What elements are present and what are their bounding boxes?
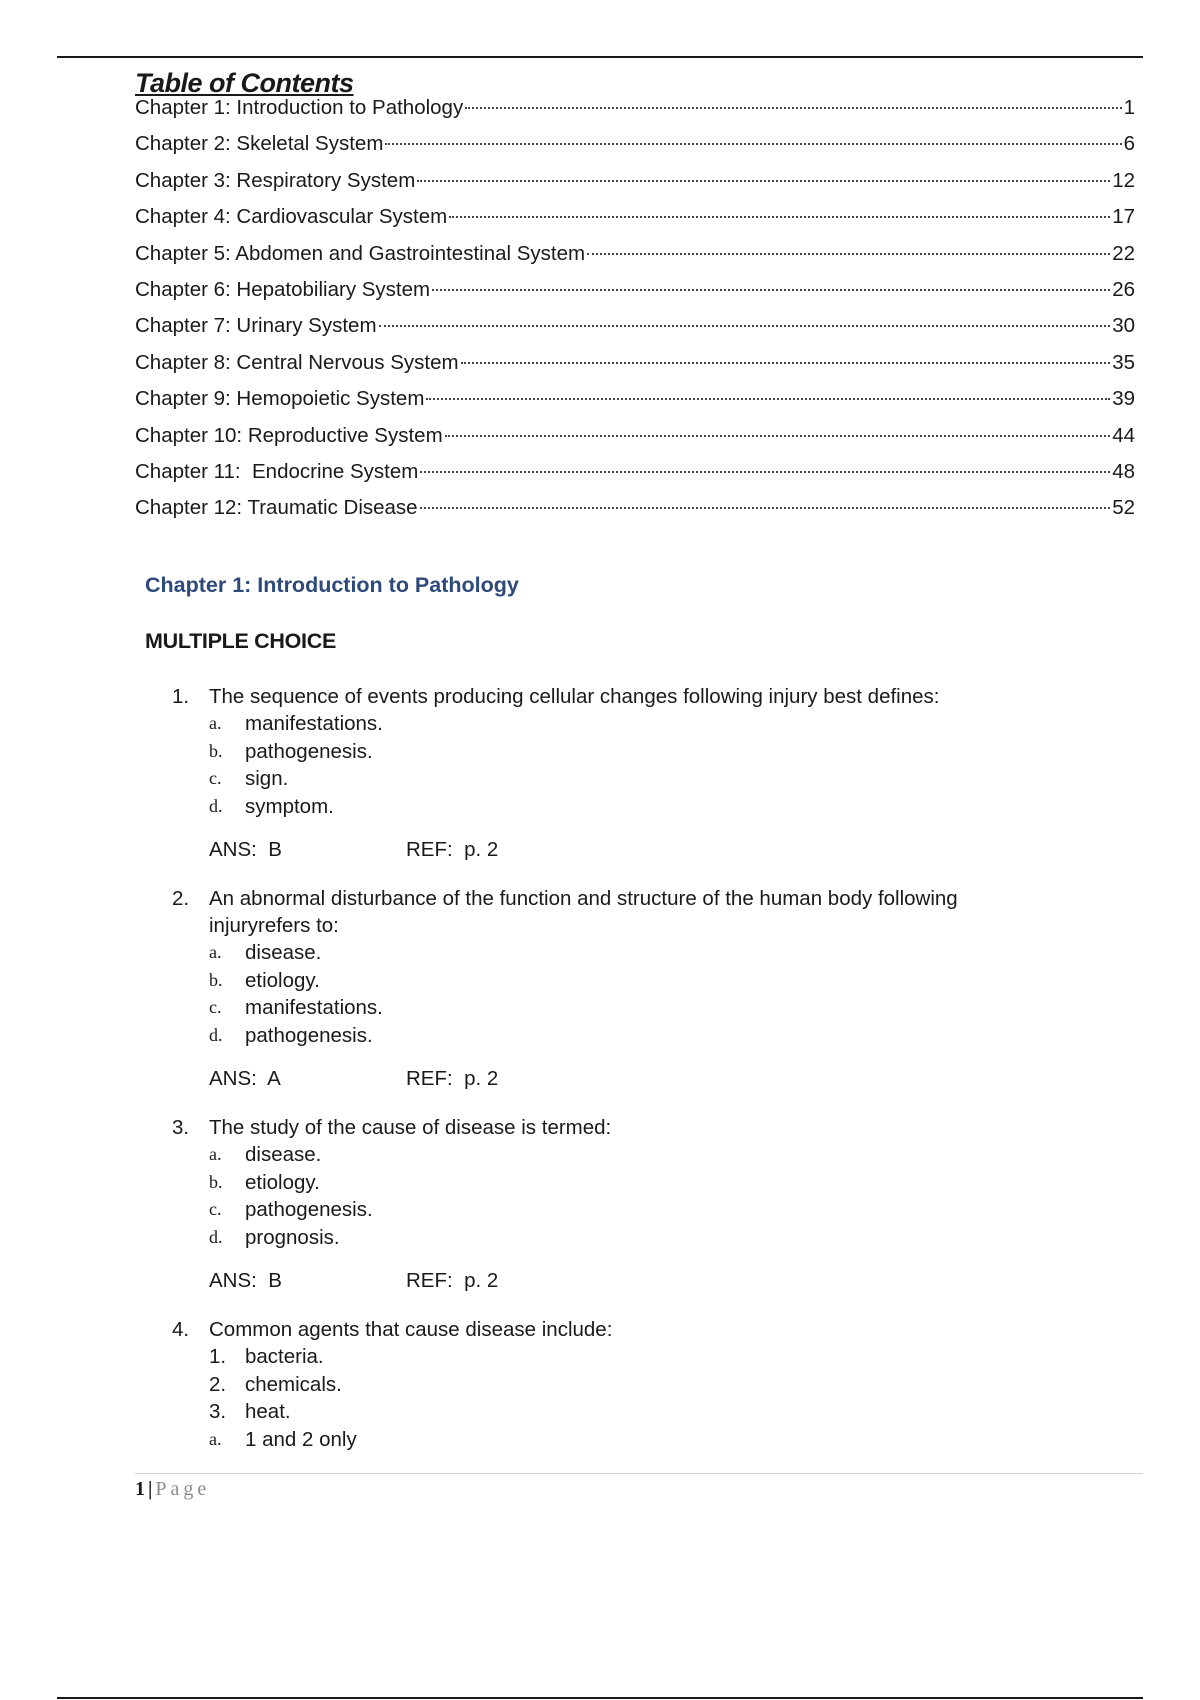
question [172, 1114, 1072, 1294]
toc-entry-label: Chapter 11: Endocrine System [135, 459, 419, 483]
toc-dot-leader [385, 143, 1121, 145]
option-text: bacteria. [245, 1345, 324, 1368]
option-text: manifestations. [245, 996, 383, 1019]
section-heading: MULTIPLE CHOICE [145, 629, 336, 653]
answer-line [209, 1267, 1072, 1294]
option-text: chemicals. [245, 1372, 342, 1396]
option-letter: c. [209, 768, 222, 788]
toc-entry-label: Chapter 5: Abdomen and Gastrointestinal System [135, 241, 586, 265]
option-letter: d. [209, 795, 223, 816]
question [172, 885, 1072, 1092]
toc-entry-label: Chapter 1: Introduction to Pathology [135, 96, 464, 119]
option [209, 793, 1072, 821]
question-text: Common agents that cause disease include: [209, 1318, 613, 1341]
option-list [209, 1141, 1072, 1251]
toc-entry[interactable] [135, 314, 1135, 350]
toc-dot-leader [417, 180, 1110, 182]
toc-entry[interactable] [135, 169, 1135, 205]
option-text: manifestations. [245, 712, 383, 735]
option [209, 765, 1072, 793]
option-letter: c. [209, 997, 222, 1017]
toc-entry-page: 17 [1112, 205, 1135, 229]
footer-rule [135, 1473, 1143, 1474]
toc-dot-leader [420, 471, 1110, 473]
toc-entry[interactable] [135, 205, 1135, 241]
toc-dot-leader [587, 253, 1110, 255]
toc-dot-leader [449, 216, 1110, 218]
question-number: 1. [172, 685, 190, 708]
option-text: sign. [245, 767, 289, 790]
chapter-heading: Chapter 1: Introduction to Pathology [145, 573, 519, 597]
option [209, 1022, 1072, 1050]
toc-dot-leader [465, 107, 1121, 109]
option [209, 1371, 1072, 1399]
option [209, 1426, 1072, 1454]
answer-line [209, 1065, 1072, 1092]
question-number: 2. [172, 887, 190, 910]
option-list [209, 710, 1072, 820]
option-list [209, 939, 1072, 1049]
toc-entry[interactable] [135, 460, 1135, 496]
toc-entry-label: Chapter 6: Hepatobiliary System [135, 277, 431, 301]
option-letter: a. [209, 1428, 222, 1449]
answer-key: ANS: A [209, 1067, 281, 1090]
answer-key: ANS: B [209, 838, 282, 861]
option-letter: b. [209, 1171, 223, 1192]
toc-entry-page: 44 [1112, 423, 1135, 447]
question-text: The study of the cause of disease is termed: [209, 1116, 612, 1139]
toc-dot-leader [426, 398, 1110, 400]
option [209, 1224, 1072, 1252]
option [209, 710, 1072, 738]
toc-entry-label: Chapter 9: Hemopoietic System [135, 387, 425, 411]
toc-entry-page: 1 [1123, 96, 1135, 119]
option-letter: d. [209, 1226, 223, 1247]
toc-dot-leader [461, 362, 1111, 364]
toc-entry-page: 35 [1112, 350, 1135, 374]
option [209, 939, 1072, 967]
option-letter: b. [209, 969, 223, 990]
answer-reference: REF: p. 2 [406, 1269, 499, 1292]
toc-dot-leader [445, 435, 1111, 437]
toc-dot-leader [420, 507, 1111, 509]
option [209, 1141, 1072, 1169]
toc-entry-page: 39 [1112, 387, 1135, 411]
option-text: disease. [245, 941, 322, 964]
question-list [172, 683, 1072, 1475]
toc-entry[interactable] [135, 96, 1135, 132]
option-letter: 2. [209, 1372, 227, 1396]
option-letter: d. [209, 1024, 223, 1045]
toc-entry[interactable] [135, 496, 1135, 532]
toc-entry-page: 26 [1112, 277, 1135, 301]
option [209, 1169, 1072, 1197]
toc-entry[interactable] [135, 387, 1135, 423]
option-letter: 1. [209, 1345, 227, 1368]
toc-entry-label: Chapter 10: Reproductive System [135, 423, 443, 447]
option [209, 1398, 1072, 1426]
question-text: The sequence of events producing cellular changes following injury best defines: [209, 685, 940, 708]
toc-entry-page: 30 [1112, 314, 1135, 338]
answer-line [209, 836, 1072, 863]
option [209, 967, 1072, 995]
toc-title: Table of Contents [135, 68, 354, 98]
option-letter: 3. [209, 1400, 227, 1423]
toc-entry[interactable] [135, 132, 1135, 168]
question-number: 3. [172, 1116, 190, 1139]
table-of-contents [135, 96, 1135, 533]
toc-entry-label: Chapter 4: Cardiovascular System [135, 205, 448, 229]
toc-entry-page: 48 [1112, 459, 1135, 483]
option-letter: a. [209, 942, 222, 962]
answer-key: ANS: B [209, 1269, 282, 1292]
option-text: pathogenesis. [245, 1198, 373, 1221]
option-list [209, 1343, 1072, 1453]
toc-entry-page: 52 [1112, 496, 1135, 520]
option-text: etiology. [245, 1170, 320, 1194]
answer-reference: REF: p. 2 [406, 838, 499, 861]
option-letter: c. [209, 1199, 222, 1219]
option-text: heat. [245, 1400, 291, 1423]
toc-dot-leader [379, 325, 1111, 327]
option-text: pathogenesis. [245, 739, 373, 763]
footer-separator: | [148, 1478, 153, 1500]
toc-dot-leader [432, 289, 1110, 291]
option-text: disease. [245, 1143, 322, 1166]
option-text: 1 and 2 only [245, 1427, 357, 1451]
option-text: pathogenesis. [245, 1023, 373, 1047]
option-text: prognosis. [245, 1225, 340, 1249]
toc-entry-label: Chapter 2: Skeletal System [135, 132, 384, 156]
toc-entry-page: 6 [1123, 132, 1135, 156]
option-letter: a. [209, 713, 222, 733]
question-number: 4. [172, 1318, 190, 1341]
option [209, 1196, 1072, 1224]
option-letter: a. [209, 1144, 222, 1164]
top-rule [57, 56, 1143, 58]
option [209, 738, 1072, 766]
toc-entry-label: Chapter 7: Urinary System [135, 314, 377, 338]
toc-entry[interactable] [135, 351, 1135, 387]
option [209, 1343, 1072, 1371]
question [172, 683, 1072, 863]
toc-entry[interactable] [135, 242, 1135, 278]
toc-entry-page: 22 [1112, 241, 1135, 265]
option-text: etiology. [245, 968, 320, 992]
bottom-rule [57, 1697, 1143, 1699]
question [172, 1316, 1072, 1453]
page-footer [135, 1478, 210, 1501]
footer-page-word: Page [155, 1478, 211, 1500]
option [209, 994, 1072, 1022]
option-letter: b. [209, 740, 223, 761]
toc-entry[interactable] [135, 424, 1135, 460]
toc-entry[interactable] [135, 278, 1135, 314]
question-text: An abnormal disturbance of the function and structure of the human body following injuryrefers to: [209, 887, 958, 937]
option-text: symptom. [245, 794, 334, 818]
answer-reference: REF: p. 2 [406, 1067, 499, 1090]
toc-entry-label: Chapter 12: Traumatic Disease [135, 496, 418, 520]
toc-entry-label: Chapter 3: Respiratory System [135, 168, 416, 192]
footer-page-number: 1 [135, 1478, 145, 1500]
toc-entry-page: 12 [1112, 168, 1135, 192]
toc-entry-label: Chapter 8: Central Nervous System [135, 350, 459, 374]
